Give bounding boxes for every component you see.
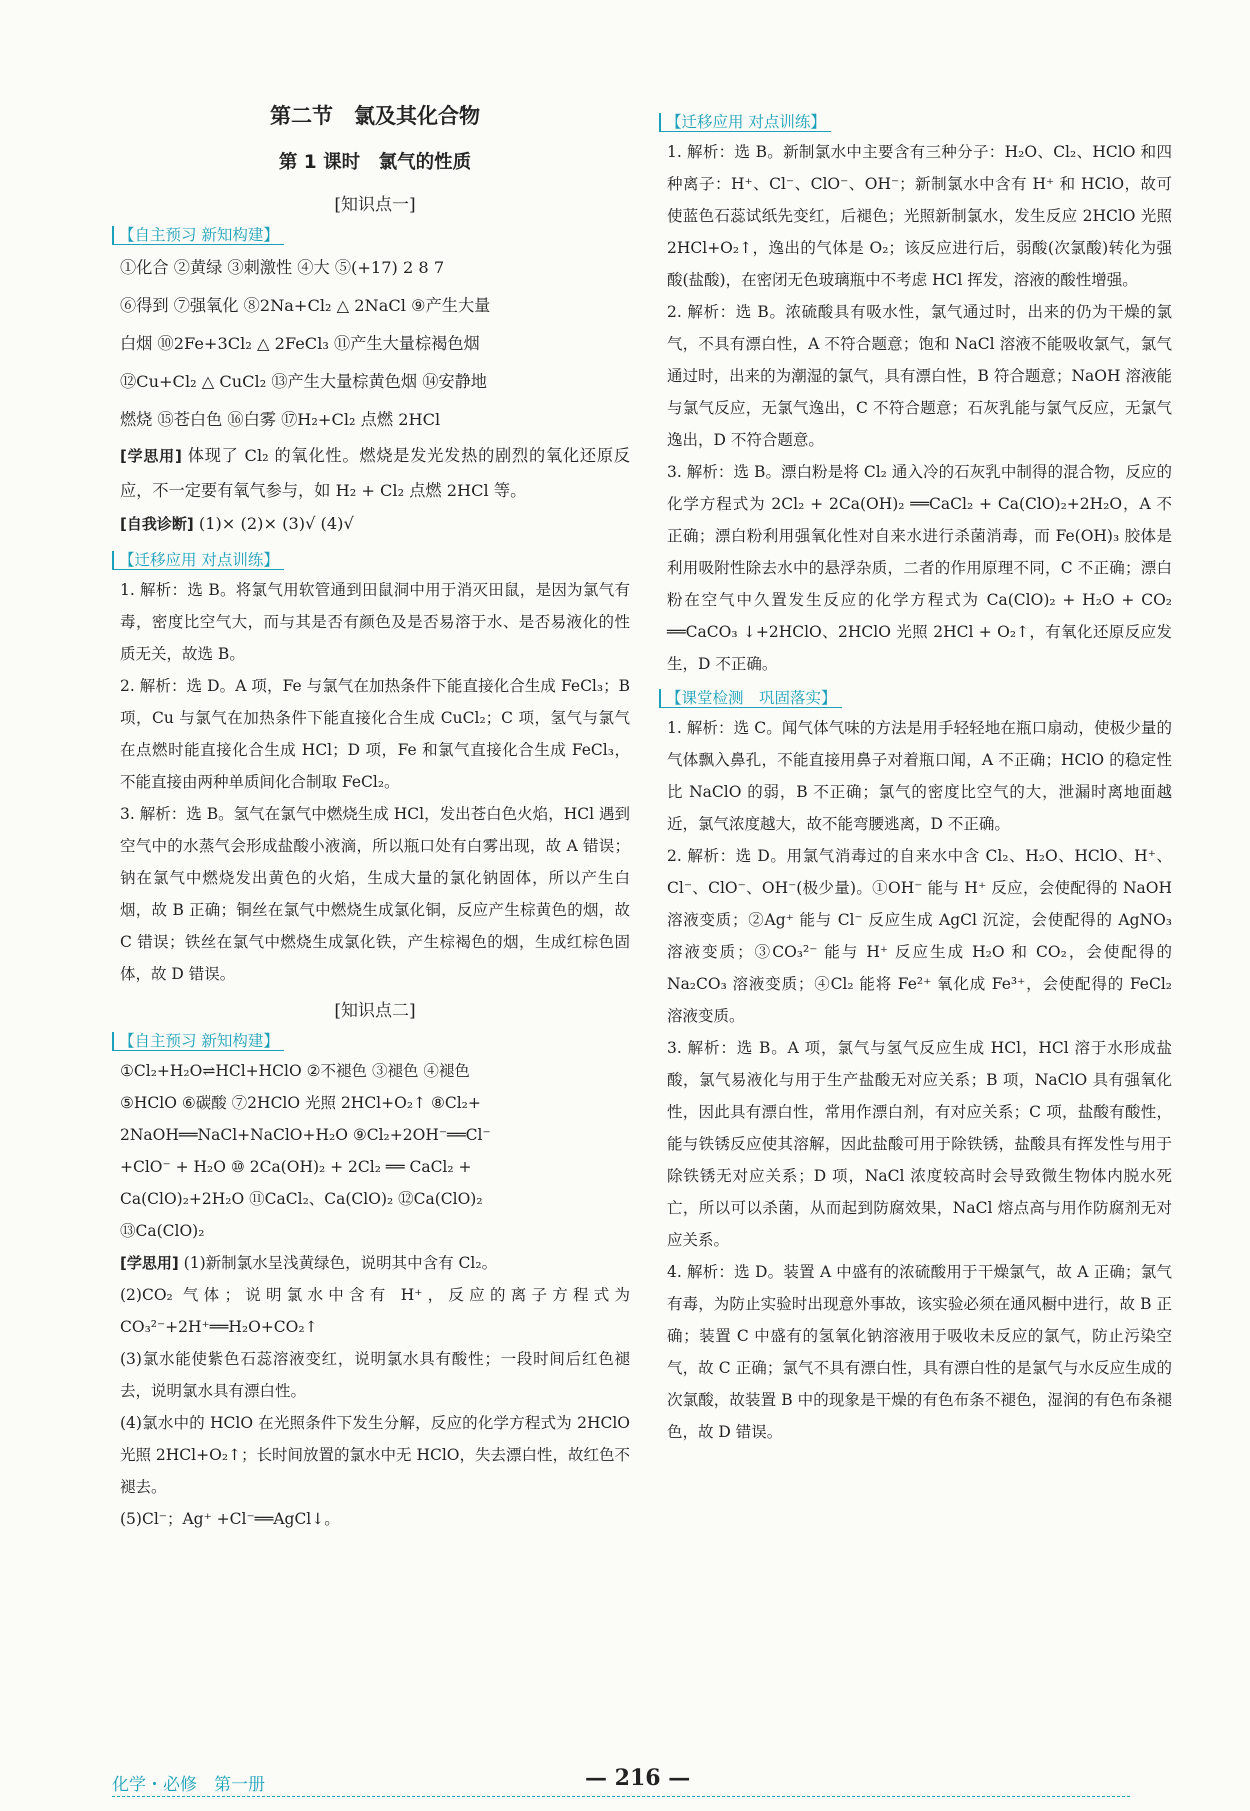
- k1-question-3: 3. 解析：选 B。氢气在氯气中燃烧生成 HCl，发出苍白色火焰，HCl 遇到空气中的水蒸气会形成盐酸小液滴，所以瓶口处有白雾出现，故 A 错误；钠在氯气中燃烧发出黄色的火焰，生成大量的氯化钠固体，所以产生白烟，故 B 正确；铜丝在氯气中燃烧生成氯化铜，反应产生棕黄色的烟，故 C 错误；铁丝在氯气中燃烧生成氯化铁，产生棕褐色的烟，生成红棕色固体，故 D 错误。: [120, 804, 630, 983]
- practice-heading-2: 【迁移应用 对点训练】: [659, 110, 1172, 132]
- k2-think-1: [学思用] (1)新制氯水呈浅黄绿色，说明其中含有 Cl₂。: [120, 1253, 498, 1272]
- r-question-1: 1. 解析：选 B。新制氯水中主要含有三种分子：H₂O、Cl₂、HClO 和四种离子：H⁺、Cl⁻、ClO⁻、OH⁻；新制氯水中含有 H⁺ 和 HClO，故可使蓝色石蕊试纸先变红，后褪色；光照新制氯水，发生反应 2HClO 光照 2HCl+O₂↑，逸出的气体是 O₂；该反应进行后，弱酸(次氯酸)转化为强酸(盐酸)，在密闭无色玻璃瓶中不考虑 HCl 挥发，溶液的酸性增强。: [667, 143, 1172, 289]
- k1-question-2: 2. 解析：选 D。A 项，Fe 与氯气在加热条件下能直接化合生成 FeCl₃；B 项，Cu 与氯气在加热条件下能直接化合生成 CuCl₂；C 项，氢气与氯气在点燃时能直接化合生成 HCl；D 项，Fe 和氯气直接化合生成 FeCl₃，不能直接由两种单质间化合制取 FeCl₂。: [120, 676, 630, 791]
- k2-answer-line: ⑤HClO ⑥碳酸 ⑦2HClO 光照 2HCl+O₂↑ ⑧Cl₂+: [120, 1093, 481, 1112]
- k2-answer-line: 2NaOH══NaCl+NaClO+H₂O ⑨Cl₂+2OH⁻══Cl⁻: [120, 1125, 491, 1144]
- k2-answer-line: ⑬Ca(ClO)₂: [120, 1221, 205, 1240]
- c-question-4: 4. 解析：选 D。装置 A 中盛有的浓硫酸用于干燥氯气，故 A 正确；氯气有毒，为防止实验时出现意外事故，该实验必须在通风橱中进行，故 B 正确；装置 C 中盛有的氢氧化钠溶液用于吸收未反应的氯气，防止污染空气，故 C 正确；氯气不具有漂白性，具有漂白性的是氯气与水反应生成的次氯酸，故装置 B 中的现象是干燥的有色布条不褪色，湿润的有色布条褪色，故 D 错误。: [667, 1263, 1172, 1441]
- footer-book-title: 化学・必修 第一册: [112, 1775, 265, 1795]
- k2-think-5: (5)Cl⁻；Ag⁺ +Cl⁻══AgCl↓。: [120, 1509, 340, 1528]
- k1-answer-line: 燃烧 ⑮苍白色 ⑯白雾 ⑰H₂+Cl₂ 点燃 2HCl: [120, 410, 441, 429]
- k1-answer-line: 白烟 ⑩2Fe+3Cl₂ △ 2FeCl₃ ⑪产生大量棕褐色烟: [120, 334, 480, 353]
- k1-answer-line: ⑥得到 ⑦强氧化 ⑧2Na+Cl₂ △ 2NaCl ⑨产生大量: [120, 296, 491, 315]
- preview-heading-2: 【自主预习 新知构建】: [112, 1029, 630, 1051]
- r-question-3: 3. 解析：选 B。漂白粉是将 Cl₂ 通入冷的石灰乳中制得的混合物，反应的化学方程式为 2Cl₂ + 2Ca(OH)₂ ══CaCl₂ + Ca(ClO)₂+2H₂O，A 不正确；漂白粉利用强氧化性对自来水进行杀菌消毒，而 Fe(OH)₃ 胶体是利用吸附性除去水中的悬浮杂质，二者的作用原理不同，C 不正确；漂白粉在空气中久置发生反应的化学方程式为 Ca(ClO)₂ + H₂O + CO₂ ══CaCO₃ ↓+2HClO、2HClO 光照 2HCl + O₂↑，有氧化还原反应发生，D 不正确。: [667, 463, 1172, 673]
- k1-answer-line: ⑫Cu+Cl₂ △ CuCl₂ ⑬产生大量棕黄色烟 ⑭安静地: [120, 372, 487, 391]
- c-question-2: 2. 解析：选 D。用氯气消毒过的自来水中含 Cl₂、H₂O、HClO、H⁺、Cl⁻、ClO⁻、OH⁻(极少量)。①OH⁻ 能与 H⁺ 反应，会使配得的 NaOH 溶液变质；②Ag⁺ 能与 Cl⁻ 反应生成 AgCl 沉淀，会使配得的 AgNO₃ 溶液变质；③CO₃²⁻ 能与 H⁺ 反应生成 H₂O 和 CO₂，会使配得的 Na₂CO₃ 溶液变质；④Cl₂ 能将 Fe²⁺ 氧化成 Fe³⁺，会使配得的 FeCl₂ 溶液变质。: [667, 847, 1172, 1025]
- k1-question-1: 1. 解析：选 B。将氯气用软管通到田鼠洞中用于消灭田鼠，是因为氯气有毒，密度比空气大，而与其是否有颜色及是否易溶于水、是否易液化的性质无关，故选 B。: [120, 580, 630, 663]
- k1-think: [学思用] 体现了 Cl₂ 的氧化性。燃烧是发光发热的剧烈的氧化还原反应，不一定要有氧气参与，如 H₂ + Cl₂ 点燃 2HCl 等。: [120, 446, 630, 500]
- k2-answer-line: ①Cl₂+H₂O⇌HCl+HClO ②不褪色 ③褪色 ④褪色: [120, 1061, 470, 1080]
- lesson-title: 第 1 课时 氯气的性质: [278, 152, 472, 173]
- page-number: — 216 —: [585, 1765, 691, 1791]
- k2-answer-line: Ca(ClO)₂+2H₂O ⑪CaCl₂、Ca(ClO)₂ ⑫Ca(ClO)₂: [120, 1189, 483, 1208]
- left-column: [120, 100, 630, 1535]
- k1-answer-line: ①化合 ②黄绿 ③刺激性 ④大 ⑤(+17) 2 8 7: [120, 258, 445, 277]
- knowledge-point-2: [知识点二]: [334, 1000, 416, 1021]
- c-question-3: 3. 解析：选 B。A 项，氯气与氢气反应生成 HCl，HCl 溶于水形成盐酸，氯气易液化与用于生产盐酸无对应关系；B 项，NaClO 具有强氧化性，因此具有漂白性，常用作漂白剂，有对应关系；C 项，盐酸有酸性，能与铁锈反应使其溶解，因此盐酸可用于除铁锈，盐酸具有挥发性与用于除铁锈无对应关系；D 项，NaCl 浓度较高时会导致微生物体内脱水死亡，所以可以杀菌，从而起到防腐效果，NaCl 熔点高与用作防腐剂无对应关系。: [667, 1039, 1172, 1249]
- practice-heading-1: 【迁移应用 对点训练】: [112, 548, 630, 570]
- c-question-1: 1. 解析：选 C。闻气体气味的方法是用手轻轻地在瓶口扇动，使极少量的气体飘入鼻孔，不能直接用鼻子对着瓶口闻，A 不正确；HClO 的稳定性比 NaClO 的弱，B 不正确；氯气的密度比空气的大，泄漏时离地面越近，氯气浓度越大，故不能弯腰逃离，D 不正确。: [667, 719, 1172, 833]
- footer-divider: [112, 1796, 1130, 1797]
- preview-heading-1: 【自主预习 新知构建】: [112, 223, 630, 245]
- k2-think-4: (4)氯水中的 HClO 在光照条件下发生分解，反应的化学方程式为 2HClO 光照 2HCl+O₂↑；长时间放置的氯水中无 HClO，失去漂白性，故红色不褪去。: [120, 1413, 630, 1496]
- k2-think-3: (3)氯水能使紫色石蕊溶液变红，说明氯水具有酸性；一段时间后红色褪去，说明氯水具有漂白性。: [120, 1349, 630, 1400]
- knowledge-point-1: [知识点一]: [334, 195, 416, 215]
- k2-think-2: (2)CO₂ 气体；说明氯水中含有 H⁺，反应的离子方程式为 CO₃²⁻+2H⁺══H₂O+CO₂↑: [120, 1285, 630, 1336]
- r-question-2: 2. 解析：选 B。浓硫酸具有吸水性，氯气通过时，出来的仍为干燥的氯气，不具有漂白性，A 不符合题意；饱和 NaCl 溶液不能吸收氯气，氯气通过时，出来的为潮湿的氯气，具有漂白性，B 符合题意；NaOH 溶液能与氯气反应，无氯气逸出，C 不符合题意；石灰乳能与氯气反应，无氯气逸出，D 不符合题意。: [667, 303, 1172, 449]
- check-heading: 【课堂检测 巩固落实】: [659, 686, 1172, 708]
- right-column: [667, 104, 1172, 1448]
- k1-diagnosis: [自我诊断] (1)× (2)× (3)√ (4)√: [120, 514, 354, 533]
- k2-answer-line: +ClO⁻ + H₂O ⑩ 2Ca(OH)₂ + 2Cl₂ ══ CaCl₂ +: [120, 1157, 472, 1176]
- section-title: 第二节 氯及其化合物: [270, 104, 480, 128]
